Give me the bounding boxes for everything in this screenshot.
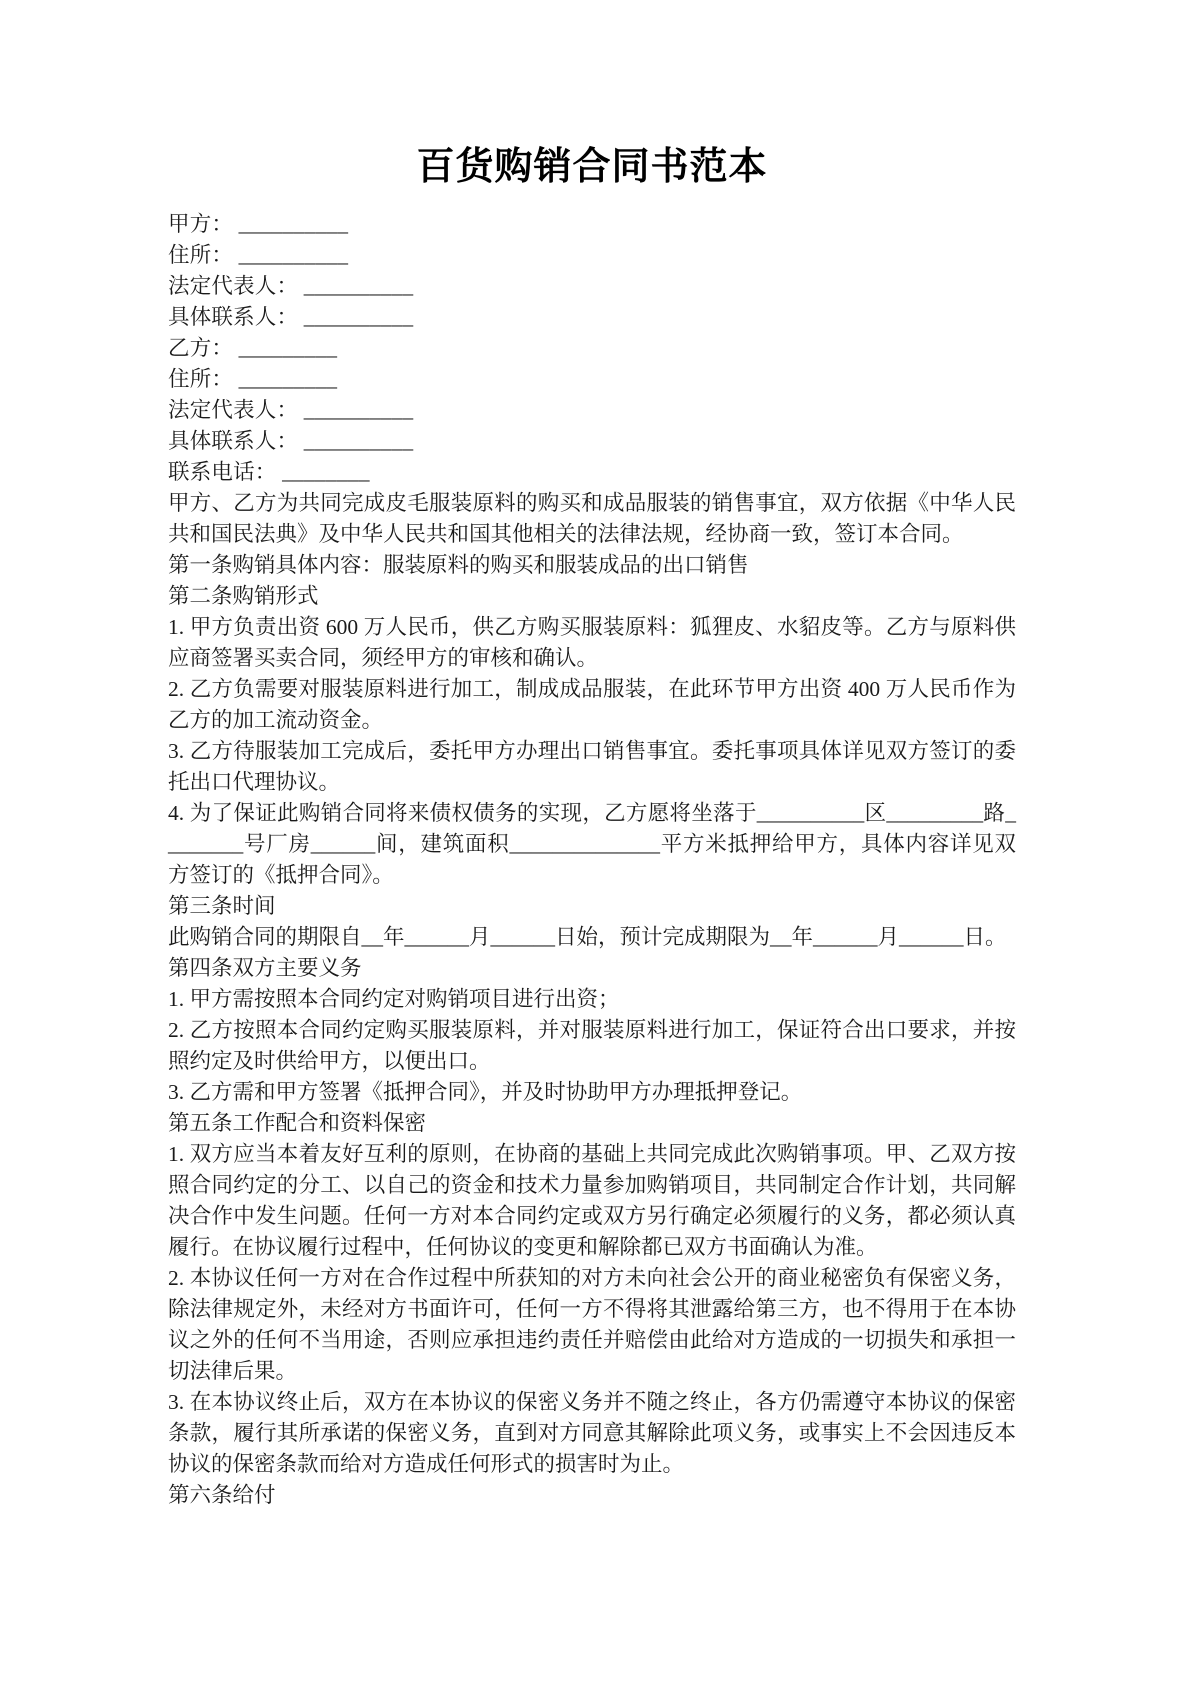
field-party-b: 乙方： _________ <box>168 336 338 360</box>
field-party-b-contact: 具体联系人： __________ <box>168 429 414 453</box>
clause-3-heading: 第三条时间 <box>168 894 276 918</box>
field-party-a-contact: 具体联系人： __________ <box>168 305 414 329</box>
clause-1-content: 第一条购销具体内容：服装原料的购买和服装成品的出口销售 <box>168 553 749 577</box>
clause-5-item-2: 2. 本协议任何一方对在合作过程中所获知的对方未向社会公开的商业秘密负有保密义务，除法律规定外，未经对方书面许可，任何一方不得将其泄露给第三方，也不得用于在本协议之外的任何不当用途，否则应承担违约责任并赔偿由此给对方造成的一切损失和承担一切法律后果。 <box>168 1266 1016 1383</box>
clause-2-item-2: 2. 乙方负需要对服装原料进行加工，制成成品服装，在此环节甲方出资 400 万人民币作为乙方的加工流动资金。 <box>168 677 1016 732</box>
contract-title: 百货购销合同书范本 <box>416 146 768 188</box>
clause-5-heading: 第五条工作配合和资料保密 <box>168 1111 427 1135</box>
field-party-a: 甲方： __________ <box>168 212 349 236</box>
clause-2-item-1: 1. 甲方负责出资 600 万人民币，供乙方购买服装原料：狐狸皮、水貂皮等。乙方与原料供应商签署买卖合同，须经甲方的审核和确认。 <box>168 615 1016 670</box>
field-party-a-address: 住所： __________ <box>168 243 349 267</box>
clause-4-item-2: 2. 乙方按照本合同约定购买服装原料，并对服装原料进行加工，保证符合出口要求，并按照约定及时供给甲方，以便出口。 <box>168 1018 1016 1073</box>
clause-5-item-1: 1. 双方应当本着友好互利的原则，在协商的基础上共同完成此次购销事项。甲、乙双方按照合同约定的分工、以自己的资金和技术力量参加购销项目，共同制定合作计划，共同解决合作中发生问题。任何一方对本合同约定或双方另行确定必须履行的义务，都必须认真履行。在协议履行过程中，任何协议的变更和解除都已双方书面确认为准。 <box>168 1142 1016 1259</box>
field-phone: 联系电话： ________ <box>168 460 370 484</box>
clause-2-heading: 第二条购销形式 <box>168 584 319 608</box>
clause-4-heading: 第四条双方主要义务 <box>168 956 362 980</box>
contract-content <box>168 142 1016 1511</box>
field-party-b-legal-rep: 法定代表人： __________ <box>168 398 414 422</box>
clause-4-item-3: 3. 乙方需和甲方签署《抵押合同》，并及时协助甲方办理抵押登记。 <box>168 1080 803 1104</box>
clause-3-content: 此购销合同的期限自__年______月______日始，预计完成期限为__年______月______日。 <box>168 925 1007 949</box>
preamble-paragraph: 甲方、乙方为共同完成皮毛服装原料的购买和成品服装的销售事宜，双方依据《中华人民共和国民法典》及中华人民共和国其他相关的法律法规，经协商一致，签订本合同。 <box>168 491 1016 546</box>
clause-2-item-3: 3. 乙方待服装加工完成后，委托甲方办理出口销售事宜。委托事项具体详见双方签订的委托出口代理协议。 <box>168 739 1016 794</box>
field-party-b-address: 住所： _________ <box>168 367 338 391</box>
clause-6-heading: 第六条给付 <box>168 1483 276 1507</box>
field-party-a-legal-rep: 法定代表人： __________ <box>168 274 414 298</box>
clause-4-item-1: 1. 甲方需按照本合同约定对购销项目进行出资； <box>168 987 620 1011</box>
clause-2-item-4: 4. 为了保证此购销合同将来债权债务的实现，乙方愿将坐落于__________区_________路________号厂房______间，建筑面积______________平方米抵押给甲方，具体内容详见双方签订的《抵押合同》。 <box>168 801 1016 887</box>
clause-5-item-3: 3. 在本协议终止后，双方在本协议的保密义务并不随之终止，各方仍需遵守本协议的保密条款，履行其所承诺的保密义务，直到对方同意其解除此项义务，或事实上不会因违反本协议的保密条款而给对方造成任何形式的损害时为止。 <box>168 1390 1016 1476</box>
